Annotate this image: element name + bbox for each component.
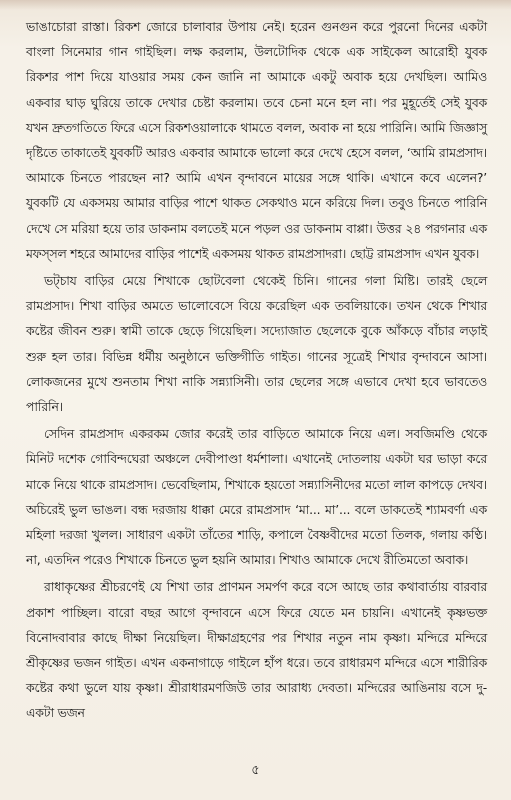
paragraph-2: ভট্চায বাড়ির মেয়ে শিখাকে ছোটবেলা থেকেই চিনি। গানের গলা মিষ্টি। তারই ছেলে রামপ্রসাদ। শিখা বাড়ির অমতে ভালোবেসে বিয়ে করেছিল এক তবলিয়াকে। তখন থেকে শিখার কষ্টের জীবন শুরু। স্বামী তাকে ছেড়ে গিয়েছিল। সদ্যোজাত ছেলেকে বুকে আঁকড়ে বাঁচার লড়াই শুরু হল তার। বিভিন্ন ধর্মীয় অনুষ্ঠানে ভক্তিগীতি গাইত। গানের সূত্রেই শিখার বৃন্দাবনে আসা। লোকজনের মুখে শুনতাম শিখা নাকি সন্ন্যাসিনী। তার ছেলের সঙ্গে এভাবে দেখা হবে ভাবতেও পারিনি।: [26, 273, 487, 415]
paragraph-1: ভাঙাচোরা রাস্তা। রিকশ জোরে চালাবার উপায় নেই। হরেন গুনগুন করে পুরনো দিনের একটা বাংলা সিনেমার গান গাইছিল। লক্ষ করলাম, উলটোদিক থেকে এক সাইকেল আরোহী যুবক রিকশর পাশ দিয়ে যাওয়ার সময় কেন জানি না আমাকে একটু অবাক হয়ে দেখছিল। আমিও একবার ঘাড় ঘুরিয়ে তাকে দেখার চেষ্টা করলাম। তবে চেনা মনে হল না। পর মুহূর্তেই সেই যুবক যখন দ্রুতগতিতে ফিরে এসে রিকশওয়ালাকে থামতে বলল, অবাক না হয়ে পারিনি। আমি জিজ্ঞাসু দৃষ্টিতে তাকাতেই যুবকটি আরও একবার আমাকে ভালো করে দেখে হেসে বলল, ‘আমি রামপ্রসাদ। আমাকে চিনতে পারছেন না? আমি এখন বৃন্দাবনে মায়ের সঙ্গে থাকি। এখানে কবে এলেন?’ যুবকটি যে একসময় আমার বাড়ির পাশে থাকত সেকথাও মনে করিয়ে দিল। তবুও চিনতে পারিনি দেখে সে মরিয়া হয়ে তার ডাকনাম বলতেই মনে পড়ল ওর ডাকনাম বাপ্পা। উত্তর ২৪ পরগনার এক মফস্সল শহরে আমাদের বাড়ির পাশেই একসময় থাকত রামপ্রসাদরা। ছোট্ট রামপ্রসাদ এখন যুবক।: [26, 19, 487, 261]
page-number: ৫: [251, 763, 260, 778]
paragraph-4: রাধাকৃষ্ণের শ্রীচরণেই যে শিখা তার প্রাণমন সমর্পণ করে বসে আছে তার কথাবার্তায় বারবার প্রকাশ পাচ্ছিল। বারো বছর আগে বৃন্দাবনে এসে ফিরে যেতে মন চায়নি। এখানেই কৃষ্ণভক্ত বিনোদবাবার কাছে দীক্ষা নিয়েছিল। দীক্ষাগ্রহণের পর শিখার নতুন নাম কৃষ্ণা। মন্দিরে মন্দিরে শ্রীকৃষ্ণের ভজন গাইত। এখন একনাগাড়ে গাইলে হাঁপ ধরে। তবে রাধারমণ মন্দিরে এসে শারীরিক কষ্টের কথা ভুলে যায় কৃষ্ণা। শ্রীরাধারমণজিউ তার আরাধ্য দেবতা। মন্দিরের আঙিনায় বসে দু-একটা ভজন: [26, 579, 487, 721]
page-top-shadow: [0, 0, 511, 10]
paragraph-3: সেদিন রামপ্রসাদ একরকম জোর করেই তার বাড়িতে আমাকে নিয়ে এল। সবজিমণ্ডি থেকে মিনিট দশেক গোবিন্দঘেরা অঞ্চলে দেবীপাণ্ডা ধর্মশালা। এখানেই দোতলায় একটা ঘর ভাড়া করে মাকে নিয়ে থাকে রামপ্রসাদ। ভেবেছিলাম, শিখাকে হয়তো সন্ন্যাসিনীদের মতো লাল কাপড়ে দেখব। অচিরেই ভুল ভাঙল। বন্ধ দরজায় ধাক্কা মেরে রামপ্রসাদ ‘মা... মা’... বলে ডাকতেই শ্যামবর্ণা এক মহিলা দরজা খুলল। সাধারণ একটা তাঁতের শাড়ি, কপালে বৈষ্ণবীদের মতো তিলক, গলায় কণ্ঠি। না, এতদিন পরেও শিখাকে চিনতে ভুল হয়নি আমার। শিখাও আমাকে দেখে রীতিমতো অবাক।: [26, 426, 487, 568]
